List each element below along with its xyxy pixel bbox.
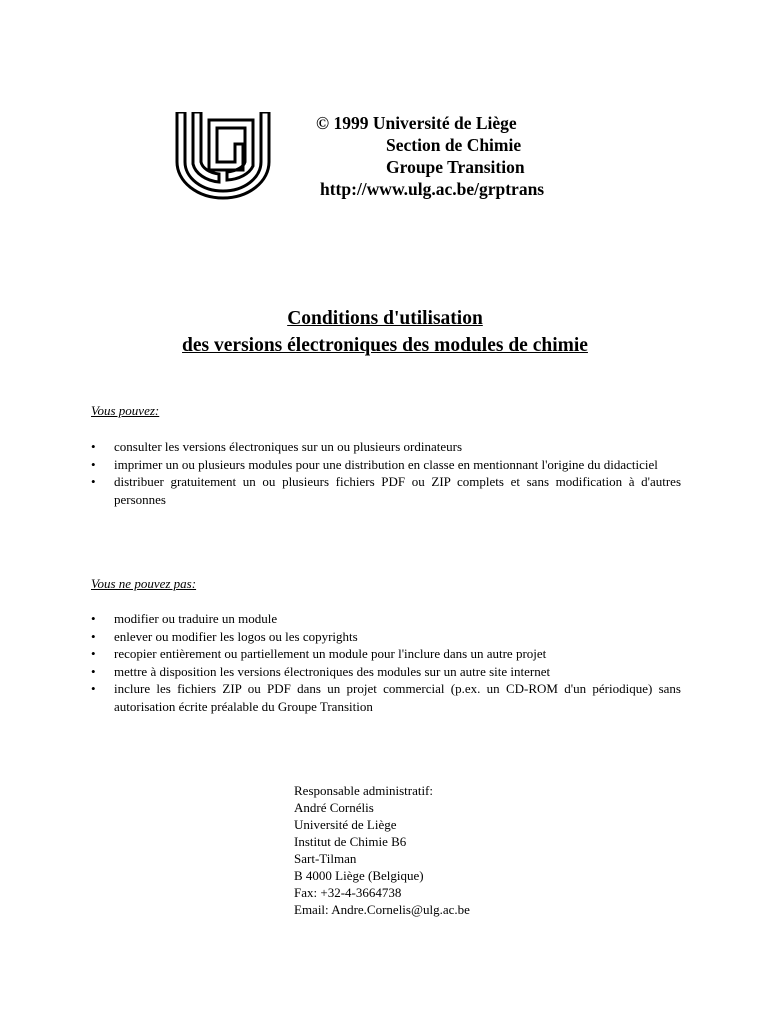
list-item: • imprimer un ou plusieurs modules pour une distribution en classe en mentionnant l'origine du didacticiel bbox=[91, 456, 681, 474]
group-line: Groupe Transition bbox=[386, 157, 525, 177]
contact-institute: Institut de Chimie B6 bbox=[294, 834, 407, 849]
list-item: • mettre à disposition les versions électroniques des modules sur un autre site internet bbox=[91, 663, 681, 681]
section-line: Section de Chimie bbox=[386, 135, 522, 155]
document-title bbox=[0, 305, 770, 359]
title-line-2: des versions électroniques des modules de chimie bbox=[182, 335, 588, 356]
contact-campus: Sart-Tilman bbox=[294, 851, 357, 866]
list-item: • consulter les versions électroniques sur un ou plusieurs ordinateurs bbox=[91, 438, 681, 456]
allowed-heading: Vous pouvez: bbox=[91, 403, 160, 418]
contact-name: André Cornélis bbox=[294, 800, 374, 815]
forbidden-heading: Vous ne pouvez pas: bbox=[91, 576, 197, 591]
allowed-list bbox=[91, 438, 681, 508]
list-item: • enlever ou modifier les logos ou les copyrights bbox=[91, 628, 681, 646]
contact-email: Email: Andre.Cornelis@ulg.ac.be bbox=[294, 902, 470, 917]
title-line-1: Conditions d'utilisation bbox=[287, 308, 483, 329]
website-url: http://www.ulg.ac.be/grptrans bbox=[320, 179, 545, 199]
copyright-line: © 1999 Université de Liège bbox=[316, 113, 517, 133]
forbidden-list bbox=[91, 610, 681, 715]
contact-city: B 4000 Liège (Belgique) bbox=[294, 868, 424, 883]
contact-role: Responsable administratif: bbox=[294, 783, 434, 798]
contact-university: Université de Liège bbox=[294, 817, 397, 832]
list-item: • inclure les fichiers ZIP ou PDF dans un projet commercial (p.ex. un CD-ROM d'un périodique) sans autorisation écrite préalable du Groupe Transition bbox=[91, 680, 681, 715]
ulg-logo-icon bbox=[175, 112, 271, 200]
list-item: • distribuer gratuitement un ou plusieurs fichiers PDF ou ZIP complets et sans modification à d'autres personnes bbox=[91, 473, 681, 508]
copyright-header bbox=[316, 112, 636, 200]
contact-block bbox=[294, 782, 470, 918]
list-item: • recopier entièrement ou partiellement un module pour l'inclure dans un autre projet bbox=[91, 645, 681, 663]
list-item: • modifier ou traduire un module bbox=[91, 610, 681, 628]
contact-fax: Fax: +32-4-3664738 bbox=[294, 885, 402, 900]
